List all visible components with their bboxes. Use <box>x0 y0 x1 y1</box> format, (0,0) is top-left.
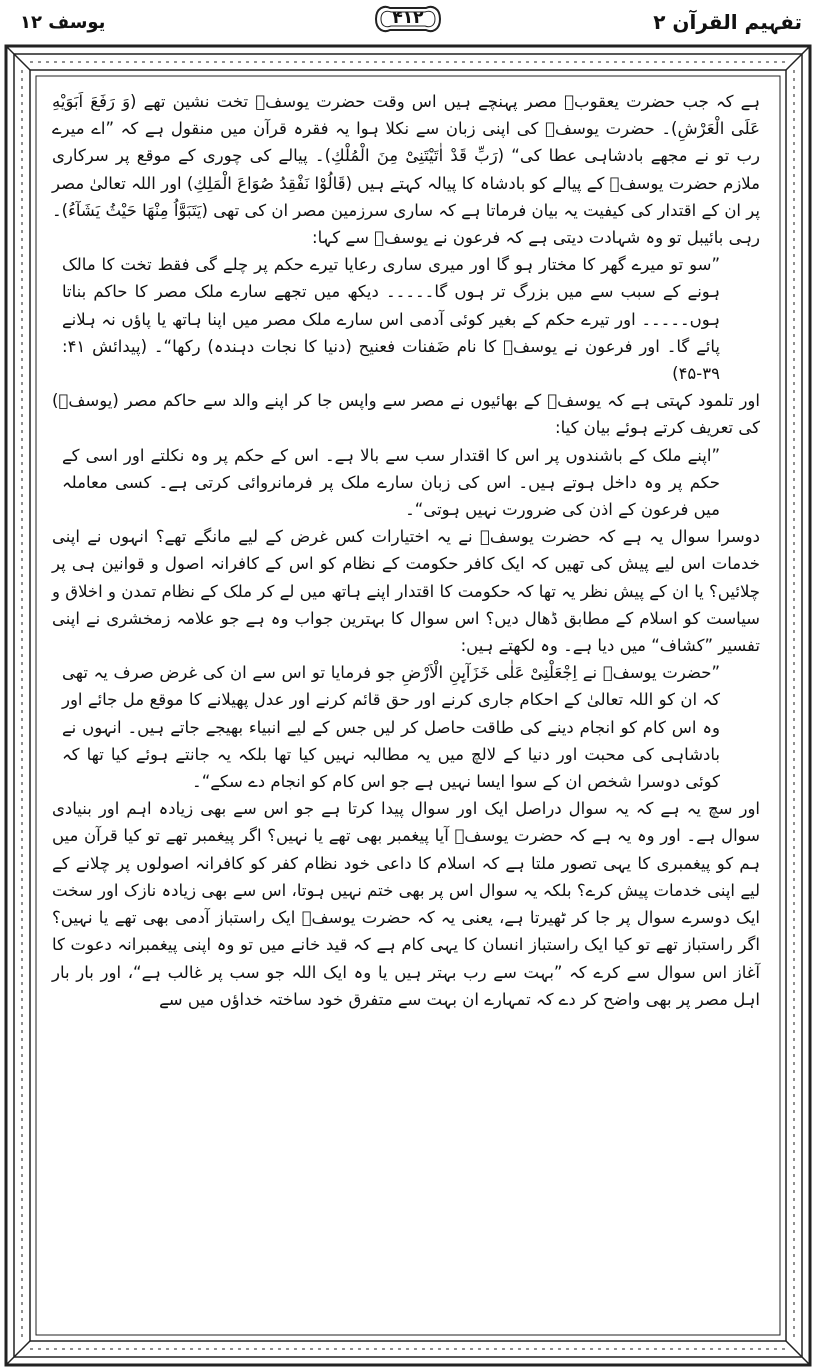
paragraph-4: اور سچ یہ ہے کہ یہ سوال دراصل ایک اور سوال پیدا کرتا ہے جو اس سے بھی زیادہ اہم اور بنیادی سوال ہے۔ اور وہ یہ ہے کہ حضرت یوسفؑ آیا پیغمبر بھی تھے یا نہیں؟ اگر پیغمبر تھے تو کیا قرآن میں ہم کو پیغمبری کا یہی تصور ملتا ہے کہ اسلام کا داعی خود نظام کفر کو کافرانہ اصولوں پر چلانے کے لیے اپنی خدمات پیش کرے؟ بلکہ یہ سوال اس پر بھی ختم نہیں ہوتا، اس سے بھی زیادہ نازک اور سخت ایک دوسرے سوال پر جا کر ٹھیرتا ہے، یعنی یہ کہ حضرت یوسفؑ ایک راستباز آدمی بھی تھے یا نہیں؟ اگر راستباز تھے تو کیا ایک راستباز انسان کا یہی کام ہے کہ قید خانے میں تو وہ اپنی پیغمبرانہ دعوت کا آغاز اس سوال سے کرے کہ ”بہت سے رب بہتر ہیں یا وہ ایک اللہ جو سب پر غالب ہے“، اور بار بار اہل مصر پر بھی واضح کر دے کہ تمہارے ان بہت سے متفرق خود ساختہ خداؤں میں سے <box>52 799 760 1009</box>
paragraph-3: دوسرا سوال یہ ہے کہ حضرت یوسفؑ نے یہ اختیارات کس غرض کے لیے مانگے تھے؟ انہوں نے اپنی خدمات اس لیے پیش کی تھیں کہ ایک کافر حکومت کے نظام کو اس کے کافرانہ اصول و قوانین ہی پر چلائیں؟ یا ان کے پیش نظر یہ تھا کہ حکومت کا اقتدار اپنے ہاتھ میں لے کر ملک کے نظام تمدن و اخلاق و سیاست کو اسلام کے مطابق ڈھال دیں؟ اس سوال کا بہترین جواب وہ ہے جو علامہ زمخشری نے اپنی تفسیر ”کشاف“ میں دیا ہے۔ وہ لکھتے ہیں: <box>52 527 760 656</box>
paragraph-1: ہے کہ جب حضرت یعقوبؑ مصر پہنچے ہیں اس وقت حضرت یوسفؑ تخت نشین تھے (وَ رَفَعَ اَبَوَیْهِ عَلَى الْعَرْشِ)۔ حضرت یوسفؑ کی اپنی زبان سے نکلا ہوا یہ فقرہ قرآن میں منقول ہے کہ ”اے میرے رب تو نے مجھے بادشاہی عطا کی“ (رَبِّ قَدْ اٰتَیْتَنِیْ مِنَ الْمُلْكِ)۔ پیالے کی چوری کے موقع پر سرکاری ملازم حضرت یوسفؑ کے پیالے کو بادشاہ کا پیالہ کہتے ہیں (قَالُوْا نَفْقِدُ صُوَاعَ الْمَلِكِ) اور اللہ تعالیٰ مصر پر ان کے اقتدار کی کیفیت یہ بیان فرماتا ہے کہ ساری سرزمین مصر ان کی تھی (یَتَبَوَّاُ مِنْهَا حَیْثُ یَشَآءُ)۔ رہی بائیبل تو وہ شہادت دیتی ہے کہ فرعون نے یوسفؑ سے کہا: <box>52 92 760 248</box>
page-number-badge <box>370 2 446 36</box>
page-content <box>52 88 760 1013</box>
page-number: ۴۱۲ <box>392 8 424 28</box>
quote-zamakhshari: ”حضرت یوسفؑ نے اِجْعَلْنِیْ عَلٰی خَزَآىِٕنِ الْاَرْضِ جو فرمایا تو اس سے ان کی غرض صرف یہ تھی کہ ان کو اللہ تعالیٰ کے احکام جاری کرنے اور حق قائم کرنے اور عدل پھیلانے کا موقع مل جائے اور وہ اس کام کو انجام دینے کی طاقت حاصل کر لیں جس کے لیے انبیاء بھیجے جاتے ہیں۔ انہوں نے بادشاہی کی محبت اور دنیا کے لالچ میں یہ مطالبہ نہیں کیا تھا بلکہ یہ جانتے ہوئے کیا تھا کہ کوئی دوسرا شخص ان کے سوا ایسا نہیں ہے جو اس کام کو انجام دے سکے“۔ <box>62 663 720 792</box>
book-title: تفہیم القرآن ۲ <box>653 10 802 34</box>
paragraph-2: اور تلمود کہتی ہے کہ یوسفؑ کے بھائیوں نے مصر سے واپس جا کر اپنے والد سے حاکم مصر (یوسفؑ) کی تعریف کرتے ہوئے بیان کیا: <box>52 391 760 438</box>
surah-label: یوسف ۱۲ <box>20 12 106 33</box>
quote-bible: ”سو تو میرے گھر کا مختار ہو گا اور میری ساری رعایا تیرے حکم پر چلے گی فقط تخت کا مالک ہونے کے سبب سے میں بزرگ تر ہوں گا۔۔۔۔۔ دیکھ میں تجھے سارے ملک مصر کا حاکم بناتا ہوں۔۔۔۔۔ اور تیرے حکم کے بغیر کوئی آدمی اس سارے ملک مصر میں اپنا ہاتھ یا پاؤں نہ ہلانے پائے گا۔ اور فرعون نے یوسفؑ کا نام ضَفنات فعنیح (دنیا کا نجات دہندہ) رکھا“۔ (پیدائش ۴۱: ۳۹-۴۵) <box>62 255 720 384</box>
quote-talmud: ”اپنے ملک کے باشندوں پر اس کا اقتدار سب سے بالا ہے۔ اس کے حکم پر وہ نکلتے اور اسی کے حکم پر وہ داخل ہوتے ہیں۔ اس کی زبان سارے ملک پر فرمانروائی کرتی ہے۔ کسی معاملہ میں فرعون کے اذن کی ضرورت نہیں ہوتی“۔ <box>62 445 720 520</box>
